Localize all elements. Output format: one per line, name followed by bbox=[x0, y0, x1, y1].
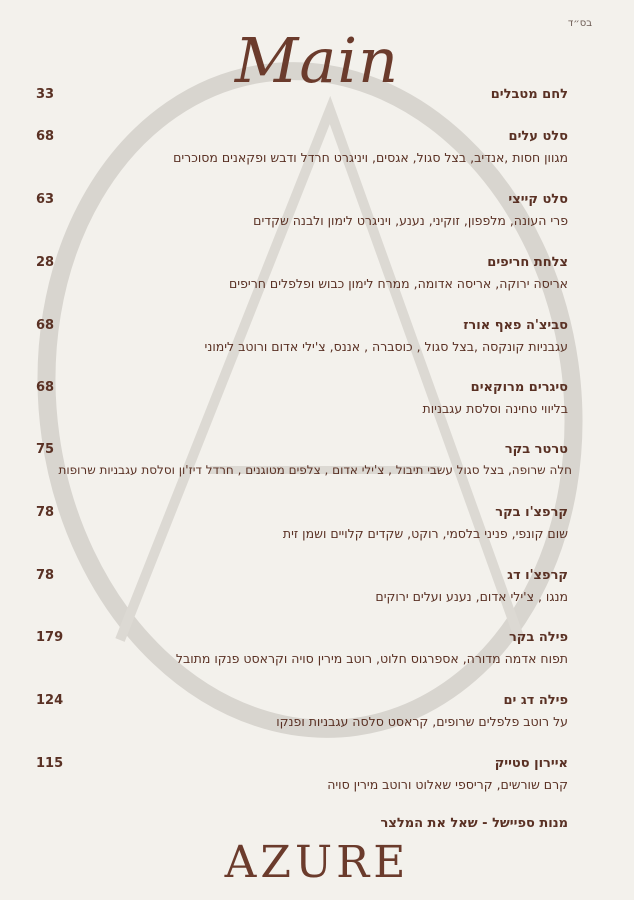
item-price: 68 bbox=[36, 129, 55, 144]
item-name: קרפצ'ו דג bbox=[507, 568, 568, 583]
item-description: תפוח אדמה מדורה, אספרגוס חלוט, רוטב מירין סויה וקראסט פנקו מתובל bbox=[175, 651, 568, 666]
item-description: בליווי טחינה וסלסת עגבניות bbox=[422, 401, 568, 416]
item-price: 68 bbox=[36, 318, 55, 333]
item-name: סלט עלים bbox=[508, 129, 568, 144]
item-description: עגבניות קונקסה ,בצל סגול , כוסברה , אננס, צ'ילי אדום ורוטב לימוני bbox=[204, 339, 568, 354]
item-price: 115 bbox=[36, 756, 64, 771]
item-description: חלה שרופה, בצל סגול עשבי תיבול , צ'ילי אדום , צלפים מטוגנים , חרדל דיז'ון וסלסת עגבניות שרופות bbox=[58, 463, 572, 477]
item-name: פילה בקר bbox=[508, 630, 568, 645]
item-description: על רוטב פלפלים שרופים, קראסט סלסה עגבניות ופנקו bbox=[276, 714, 568, 729]
item-price: 78 bbox=[36, 568, 55, 583]
item-price: 75 bbox=[36, 442, 55, 457]
item-price: 124 bbox=[36, 693, 64, 708]
item-description: אריסה ירוקה, אריסה אדומה, ממרח לימון כבוש ופלפלים חריפים bbox=[229, 276, 568, 291]
item-name: סביצ'ה פאף אורז bbox=[463, 318, 568, 333]
item-name: סלט קייצי bbox=[508, 192, 568, 207]
menu-title: Main bbox=[234, 24, 400, 97]
item-name: סיגרים מרוקאים bbox=[470, 380, 568, 395]
item-price: 33 bbox=[36, 87, 55, 102]
item-description: פרי העונה, מלפפון, זוקיני, נענע, ויניגרט לימון ולבנה שקדים bbox=[253, 213, 568, 228]
item-name: צלחת חריפים bbox=[487, 255, 568, 270]
brand-logo: AZURE bbox=[224, 837, 410, 888]
item-name: פילה דג ים bbox=[503, 693, 568, 708]
item-price: 68 bbox=[36, 380, 55, 395]
bsd-label: בס״ד bbox=[567, 18, 592, 29]
item-price: 78 bbox=[36, 505, 55, 520]
item-price: 28 bbox=[36, 255, 55, 270]
item-name: טרטר בקר bbox=[504, 442, 568, 457]
item-price: 179 bbox=[36, 630, 64, 645]
item-description: מגוון חסות ,אנדיב, בצל סגול, אגסים, ויניגרט חרדל ודבש ופקאנים מסוכרים bbox=[173, 150, 568, 165]
item-description: מנגו , צ'ילי אדום, נענע ועלים ירוקים bbox=[375, 589, 568, 604]
item-description: שום קונפי, פניני בלסמי, רוקט, שקדים קלויים ושמן זית bbox=[282, 526, 568, 541]
item-description: קרם שורשים, קריספי שאלוט ורוטב מירין סויה bbox=[327, 777, 568, 792]
item-name: איירון סטייק bbox=[494, 756, 568, 771]
item-name: לחם מטבלים bbox=[490, 87, 568, 102]
item-name: קרפצ'ו בקר bbox=[495, 505, 568, 520]
specials-note: מנות ספיישל - שאל את המלצר bbox=[380, 816, 568, 831]
item-price: 63 bbox=[36, 192, 55, 207]
